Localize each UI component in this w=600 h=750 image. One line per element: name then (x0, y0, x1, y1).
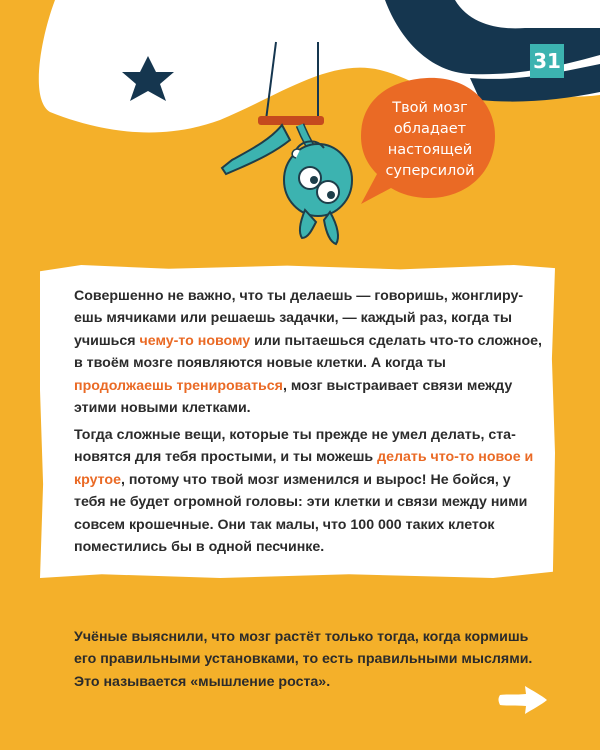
trapeze-bar (258, 116, 324, 125)
text-segment: , мозг выстраивает связи между этими новыми клетками. (74, 377, 513, 417)
text-segment: , потому что твой мозг изменился и вырос! Не бойся, у тебя не будет огромной головы: эти клетки и связи между ними совсем крошечные. Они так малы, что 100 000 таких клеток поместились бы в одной песчинке. (74, 471, 528, 556)
brain-character-illustration (222, 125, 352, 244)
highlight-learn-new: чему-то новому (139, 332, 251, 349)
next-page-arrow-icon[interactable] (496, 683, 550, 717)
main-paragraph-1 (74, 285, 546, 419)
header-decoration (0, 0, 600, 300)
text-segment: или пытаешься сделать что-то сложное, в твоём мозге появляются новые клетки. А когда ты (74, 332, 542, 372)
page-number: 31 (530, 44, 564, 78)
highlight-keep-training: продолжаешь тренироваться (74, 377, 283, 394)
highlight-do-new-cool: делать что-то новое и крутое (74, 449, 534, 488)
bottom-paragraph: Учёные выяснили, что мозг растёт только тогда, когда кормишь его правильными установками, то есть правильными мыслями. Это называется «мышление роста». (74, 629, 533, 690)
text-segment: Совершенно не важно, что ты делаешь — говоришь, жонглируешь мячиками или решаешь задачки, — каждый раз, когда ты учишься (74, 288, 524, 349)
main-paragraph-2 (74, 424, 546, 558)
speech-bubble-text: Твой мозг обладает настоящей суперсилой (385, 100, 475, 179)
text-segment: Тогда сложные вещи, которые ты прежде не умел делать, становятся для тебя простыми, и ты можешь (74, 427, 516, 466)
